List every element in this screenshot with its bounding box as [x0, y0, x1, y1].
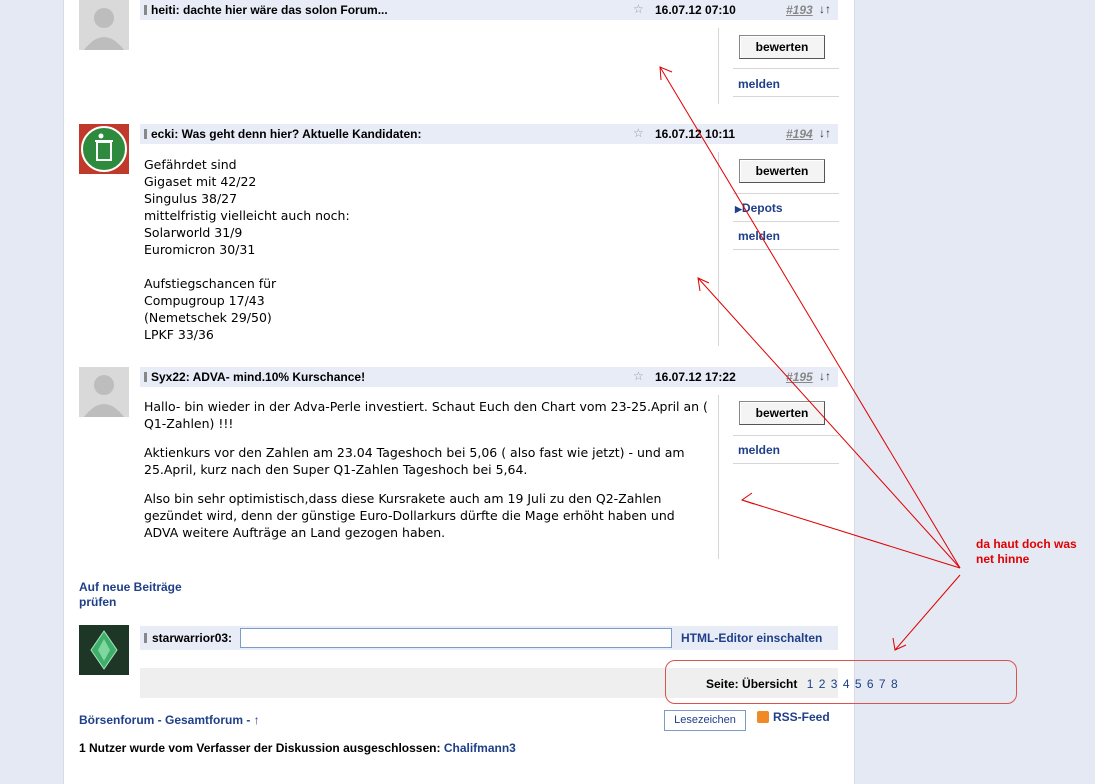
post-text: Gefährdet sind Gigaset mit 42/22 Singulus 38/27 mittelfristig vielleicht auch noch: Solarworld 31/9 Euromicron 30/31 Aufstiegschancen für Compugroup 17/43 (Nemetschek 29/50) LPKF 33/36 [144, 157, 350, 342]
post-date: 16.07.12 17:22 [655, 370, 736, 384]
star-icon[interactable]: ☆ [633, 2, 644, 16]
pager-overview[interactable]: Übersicht [742, 677, 798, 691]
annotation-line: da haut doch was [976, 537, 1077, 551]
excluded-user-link[interactable]: Chalifmann3 [443, 741, 516, 755]
bookmark-button[interactable]: Lesezeichen [664, 710, 746, 731]
excluded-text: 1 Nutzer wurde vom Verfasser der Diskussion ausgeschlossen: [79, 741, 441, 755]
annotation-line: net hinne [976, 552, 1030, 566]
post-paragraph: Aktienkurs vor den Zahlen am 23.04 Tageshoch bei 5,06 ( also fast wie jetzt) - und am 25.April, kurz nach den Super Q1-Zahlen Tageshoch bei 5,64. [144, 445, 685, 477]
star-icon[interactable]: ☆ [633, 126, 644, 140]
post-number-link[interactable]: #195 [786, 370, 813, 384]
post-title[interactable]: heiti: dachte hier wäre das solon Forum... [151, 3, 388, 17]
post-paragraph: Hallo- bin wieder in der Adva-Perle investiert. Schaut Euch den Chart vom 23-25.April an ( Q1-Zahlen) !!! [144, 399, 708, 431]
reply-username: starwarrior03: [152, 631, 233, 645]
breadcrumb[interactable]: Börsenforum - Gesamtforum - ↑ [79, 713, 260, 727]
post-number-link[interactable]: #194 [786, 127, 813, 141]
navigate-arrows-icon[interactable]: ↓↑ [819, 2, 831, 16]
rate-button[interactable]: bewerten [739, 35, 825, 59]
page-link[interactable]: 8 [890, 677, 898, 691]
page-link[interactable]: 5 [854, 677, 862, 691]
post-date: 16.07.12 07:10 [655, 3, 736, 17]
star-icon[interactable]: ☆ [633, 369, 644, 383]
navigate-arrows-icon[interactable]: ↓↑ [819, 369, 831, 383]
rate-button[interactable]: bewerten [739, 159, 825, 183]
page-link[interactable]: 2 [818, 677, 826, 691]
depots-label: Depots [741, 201, 783, 215]
report-link[interactable]: melden [738, 443, 781, 457]
rate-button[interactable]: bewerten [739, 401, 825, 425]
post-paragraph: Also bin sehr optimistisch,dass diese Kursrakete auch am 19 Juli zu den Q2-Zahlen gezündet wird, denn der günstige Euro-Dollarkurs dürfte die Mage erhöht haben und ADVA weitere Aufträge an Land gezogen haben. [144, 491, 675, 540]
navigate-arrows-icon[interactable]: ↓↑ [819, 126, 831, 140]
post-title[interactable]: ecki: Was geht denn hier? Aktuelle Kandidaten: [151, 127, 422, 141]
html-editor-toggle-link[interactable]: HTML-Editor einschalten [681, 631, 823, 645]
page-link[interactable]: 6 [866, 677, 874, 691]
page-link[interactable]: 7 [878, 677, 886, 691]
report-link[interactable]: melden [738, 229, 781, 243]
page-link[interactable]: 1 [806, 677, 814, 691]
post-date: 16.07.12 10:11 [655, 127, 736, 141]
post-number-link[interactable]: #193 [786, 3, 813, 17]
post-title[interactable]: Syx22: ADVA- mind.10% Kurschance! [151, 370, 366, 384]
pager-label-text: Seite: [706, 677, 739, 691]
rss-label: RSS-Feed [773, 710, 830, 724]
check-new-posts-link[interactable]: Auf neue Beiträge prüfen [79, 580, 182, 609]
page-link[interactable]: 3 [830, 677, 838, 691]
triangle-right-icon: ▶ [735, 204, 742, 214]
page-link[interactable]: 4 [842, 677, 850, 691]
report-link[interactable]: melden [738, 77, 781, 91]
